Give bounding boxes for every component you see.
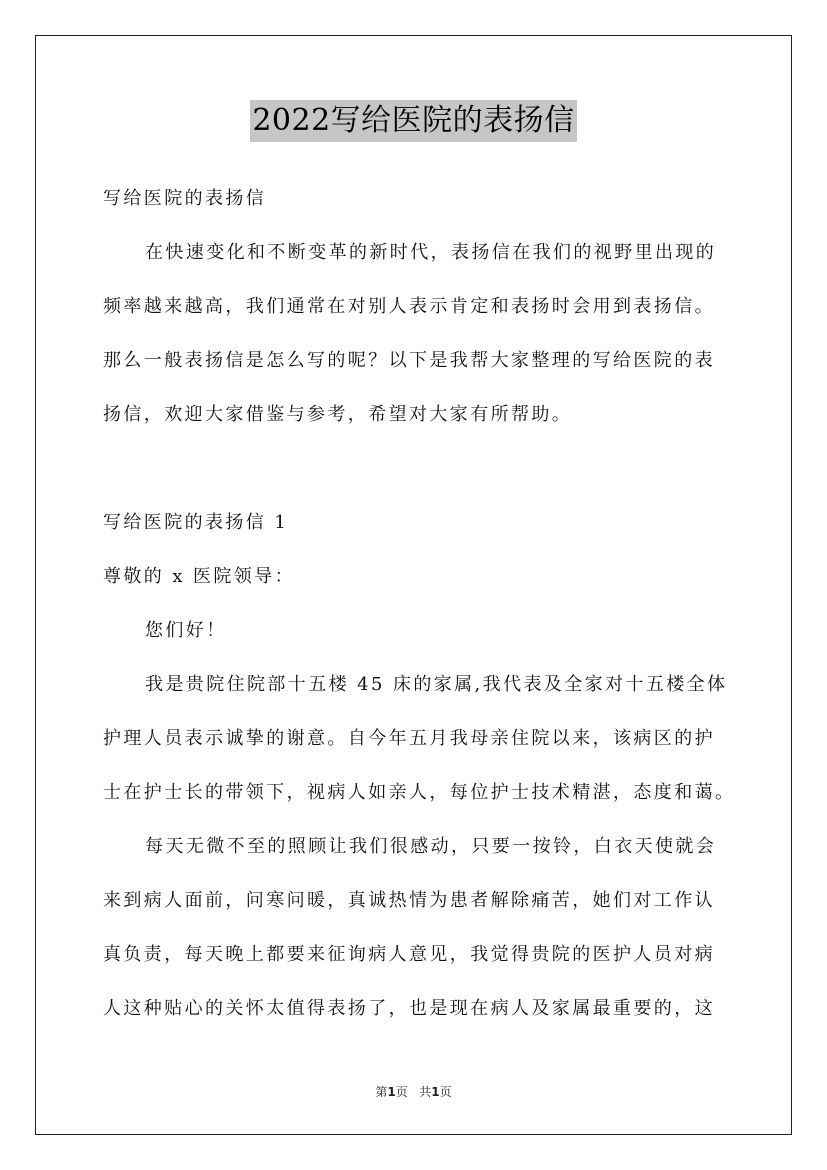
intro-line: 在快速变化和不断变革的新时代，表扬信在我们的视野里出现的: [145, 242, 717, 263]
page-current: 1: [387, 1085, 396, 1099]
intro-line: 扬信，欢迎大家借鉴与参考，希望对大家有所帮助。: [103, 404, 573, 425]
salutation: 尊敬的 x 医院领导：: [103, 566, 295, 587]
paragraph-line: 真负责，每天晚上都要来征询病人意见，我觉得贵院的医护人员对病: [103, 944, 715, 965]
paragraph-line: 士在护士长的带领下，视病人如亲人，每位护士技术精湛，态度和蔼。: [103, 782, 736, 803]
blank-line: [103, 442, 743, 496]
document-title: 2022写给医院的表扬信: [250, 100, 576, 142]
document-body: [103, 172, 743, 1036]
total-prefix: 共: [419, 1085, 432, 1099]
subtitle: 写给医院的表扬信: [103, 188, 267, 209]
total-unit: 页: [439, 1085, 452, 1099]
paragraph-line: 人这种贴心的关怀太值得表扬了，也是现在病人及家属最重要的，这: [103, 998, 715, 1019]
paragraph-line: 每天无微不至的照顾让我们很感动，只要一按铃，白衣天使就会: [145, 836, 717, 857]
intro-line: 那么一般表扬信是怎么写的呢？以下是我帮大家整理的写给医院的表: [103, 350, 715, 371]
greeting: 您们好！: [145, 620, 227, 641]
page-prefix: 第: [375, 1085, 388, 1099]
page-total: 1: [431, 1085, 440, 1099]
title-container: [0, 100, 827, 142]
paragraph-line: 护理人员表示诚挚的谢意。自今年五月我母亲住院以来，该病区的护: [103, 728, 715, 749]
page-unit: 页: [395, 1085, 408, 1099]
intro-line: 频率越来越高，我们通常在对别人表示肯定和表扬时会用到表扬信。: [103, 296, 715, 317]
paragraph-line: 来到病人面前，问寒问暖，真诚热情为患者解除痛苦，她们对工作认: [103, 890, 715, 911]
section-heading: 写给医院的表扬信 1: [103, 512, 289, 533]
page-footer: [0, 1083, 827, 1100]
paragraph-line: 我是贵院住院部十五楼 45 床的家属,我代表及全家对十五楼全体: [145, 674, 728, 695]
